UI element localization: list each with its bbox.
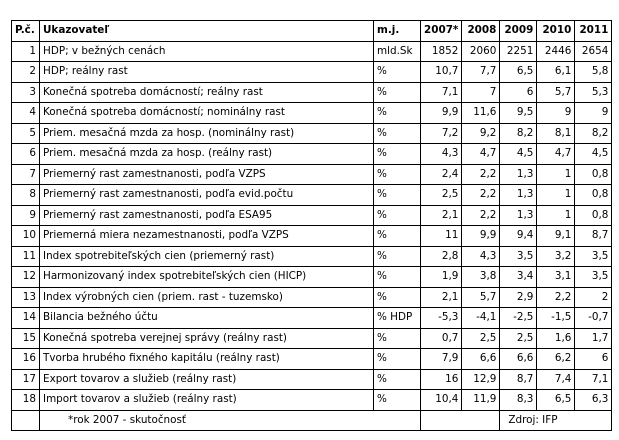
table-row bbox=[12, 369, 612, 390]
indicator-name: Priemerný rast zamestnanosti, podľa VZPS bbox=[40, 164, 374, 185]
table-row bbox=[12, 205, 612, 226]
unit-cell: % bbox=[374, 369, 421, 390]
value-cell: 9,2 bbox=[462, 123, 500, 144]
indicator-name: HDP; v bežných cenách bbox=[40, 41, 374, 62]
indicator-name: Import tovarov a služieb (reálny rast) bbox=[40, 390, 374, 411]
value-cell: 2,1 bbox=[421, 287, 462, 308]
value-cell: 9,5 bbox=[500, 103, 537, 124]
value-cell: 0,8 bbox=[575, 205, 612, 226]
table-row bbox=[12, 328, 612, 349]
table-row bbox=[12, 144, 612, 165]
value-cell: 0,7 bbox=[421, 328, 462, 349]
header-year: 2010 bbox=[537, 21, 575, 42]
value-cell: 2,1 bbox=[421, 205, 462, 226]
value-cell: 2654 bbox=[575, 41, 612, 62]
value-cell: 1 bbox=[537, 164, 575, 185]
value-cell: 6,2 bbox=[537, 349, 575, 370]
value-cell: 11,6 bbox=[462, 103, 500, 124]
value-cell: 9 bbox=[575, 103, 612, 124]
row-number: 13 bbox=[12, 287, 40, 308]
row-number: 14 bbox=[12, 308, 40, 329]
value-cell: 12,9 bbox=[462, 369, 500, 390]
value-cell: 8,3 bbox=[500, 390, 537, 411]
value-cell: 4,3 bbox=[462, 246, 500, 267]
unit-cell: mld.Sk bbox=[374, 41, 421, 62]
indicator-name: Export tovarov a služieb (reálny rast) bbox=[40, 369, 374, 390]
value-cell: 2,8 bbox=[421, 246, 462, 267]
value-cell: 2,9 bbox=[500, 287, 537, 308]
row-number: 8 bbox=[12, 185, 40, 206]
value-cell: 7,1 bbox=[421, 82, 462, 103]
value-cell: 3,8 bbox=[462, 267, 500, 288]
value-cell: 2,5 bbox=[421, 185, 462, 206]
table-row bbox=[12, 164, 612, 185]
indicator-name: Priemerná miera nezamestnanosti, podľa VZPS bbox=[40, 226, 374, 247]
value-cell: 11 bbox=[421, 226, 462, 247]
unit-cell: % bbox=[374, 267, 421, 288]
value-cell: 9,4 bbox=[500, 226, 537, 247]
value-cell: 2,2 bbox=[537, 287, 575, 308]
table-row bbox=[12, 246, 612, 267]
header-pc: P.č. bbox=[12, 21, 40, 42]
unit-cell: % bbox=[374, 144, 421, 165]
table-row bbox=[12, 185, 612, 206]
row-number: 17 bbox=[12, 369, 40, 390]
value-cell: 5,7 bbox=[537, 82, 575, 103]
value-cell: 10,4 bbox=[421, 390, 462, 411]
row-number: 18 bbox=[12, 390, 40, 411]
table-row bbox=[12, 349, 612, 370]
footer-row bbox=[12, 410, 612, 431]
value-cell: 4,5 bbox=[575, 144, 612, 165]
value-cell: 8,7 bbox=[575, 226, 612, 247]
value-cell: 6,5 bbox=[500, 62, 537, 83]
unit-cell: % bbox=[374, 82, 421, 103]
unit-cell: % bbox=[374, 390, 421, 411]
table-row bbox=[12, 123, 612, 144]
value-cell: 2,2 bbox=[462, 205, 500, 226]
row-number: 3 bbox=[12, 82, 40, 103]
value-cell: 1,3 bbox=[500, 185, 537, 206]
value-cell: 2251 bbox=[500, 41, 537, 62]
value-cell: -1,5 bbox=[537, 308, 575, 329]
value-cell: 3,5 bbox=[575, 246, 612, 267]
indicator-name: HDP; reálny rast bbox=[40, 62, 374, 83]
value-cell: 1,3 bbox=[500, 205, 537, 226]
value-cell: 8,2 bbox=[575, 123, 612, 144]
unit-cell: % bbox=[374, 185, 421, 206]
header-year: 2011 bbox=[575, 21, 612, 42]
value-cell: 2,5 bbox=[462, 328, 500, 349]
value-cell: -4,1 bbox=[462, 308, 500, 329]
row-number: 4 bbox=[12, 103, 40, 124]
table-row bbox=[12, 41, 612, 62]
value-cell: 0,8 bbox=[575, 185, 612, 206]
value-cell: 0,8 bbox=[575, 164, 612, 185]
value-cell: 3,2 bbox=[537, 246, 575, 267]
value-cell: 10,7 bbox=[421, 62, 462, 83]
indicator-name: Konečná spotreba domácností; nominálny rast bbox=[40, 103, 374, 124]
value-cell: 1,7 bbox=[575, 328, 612, 349]
value-cell: 9,9 bbox=[421, 103, 462, 124]
value-cell: -0,7 bbox=[575, 308, 612, 329]
value-cell: 7,7 bbox=[462, 62, 500, 83]
value-cell: 9,1 bbox=[537, 226, 575, 247]
indicators-table-wrapper bbox=[11, 20, 612, 431]
value-cell: 8,2 bbox=[500, 123, 537, 144]
unit-cell: % bbox=[374, 328, 421, 349]
header-year: 2008 bbox=[462, 21, 500, 42]
value-cell: 7,1 bbox=[575, 369, 612, 390]
row-number: 11 bbox=[12, 246, 40, 267]
value-cell: 2 bbox=[575, 287, 612, 308]
value-cell: 11,9 bbox=[462, 390, 500, 411]
indicator-name: Konečná spotreba domácností; reálny rast bbox=[40, 82, 374, 103]
indicator-name: Index spotrebiteľských cien (priemerný rast) bbox=[40, 246, 374, 267]
indicators-table bbox=[11, 20, 612, 431]
value-cell: 1852 bbox=[421, 41, 462, 62]
value-cell: 2,2 bbox=[462, 164, 500, 185]
table-row bbox=[12, 62, 612, 83]
value-cell: 1,6 bbox=[537, 328, 575, 349]
value-cell: 2,2 bbox=[462, 185, 500, 206]
value-cell: 1,9 bbox=[421, 267, 462, 288]
value-cell: 5,7 bbox=[462, 287, 500, 308]
value-cell: 6,5 bbox=[537, 390, 575, 411]
row-number: 9 bbox=[12, 205, 40, 226]
indicator-name: Priemerný rast zamestnanosti, podľa ESA95 bbox=[40, 205, 374, 226]
value-cell: 1 bbox=[537, 205, 575, 226]
header-row bbox=[12, 21, 612, 42]
header-year: 2009 bbox=[500, 21, 537, 42]
footer-empty bbox=[12, 410, 40, 431]
value-cell: 8,1 bbox=[537, 123, 575, 144]
indicator-name: Priem. mesačná mzda za hosp. (reálny rast) bbox=[40, 144, 374, 165]
row-number: 2 bbox=[12, 62, 40, 83]
value-cell: 3,1 bbox=[537, 267, 575, 288]
header-year: 2007* bbox=[421, 21, 462, 42]
header-unit: m.j. bbox=[374, 21, 421, 42]
table-row bbox=[12, 287, 612, 308]
footnote: *rok 2007 - skutočnosť bbox=[40, 410, 421, 431]
value-cell: 6,6 bbox=[500, 349, 537, 370]
table-row bbox=[12, 103, 612, 124]
row-number: 10 bbox=[12, 226, 40, 247]
value-cell: 9 bbox=[537, 103, 575, 124]
table-row bbox=[12, 390, 612, 411]
value-cell: -2,5 bbox=[500, 308, 537, 329]
row-number: 1 bbox=[12, 41, 40, 62]
indicator-name: Harmonizovaný index spotrebiteľských cien (HICP) bbox=[40, 267, 374, 288]
unit-cell: % bbox=[374, 226, 421, 247]
value-cell: 4,7 bbox=[537, 144, 575, 165]
row-number: 5 bbox=[12, 123, 40, 144]
unit-cell: % bbox=[374, 246, 421, 267]
indicator-name: Konečná spotreba verejnej správy (reálny rast) bbox=[40, 328, 374, 349]
value-cell: 7 bbox=[462, 82, 500, 103]
value-cell: 6,3 bbox=[575, 390, 612, 411]
footer-empty bbox=[421, 410, 500, 431]
table-row bbox=[12, 308, 612, 329]
value-cell: 2,5 bbox=[500, 328, 537, 349]
unit-cell: % bbox=[374, 349, 421, 370]
value-cell: 2060 bbox=[462, 41, 500, 62]
indicator-name: Bilancia bežného účtu bbox=[40, 308, 374, 329]
value-cell: 7,2 bbox=[421, 123, 462, 144]
value-cell: -5,3 bbox=[421, 308, 462, 329]
value-cell: 2446 bbox=[537, 41, 575, 62]
value-cell: 6 bbox=[575, 349, 612, 370]
row-number: 12 bbox=[12, 267, 40, 288]
value-cell: 6,1 bbox=[537, 62, 575, 83]
indicator-name: Index výrobných cien (priem. rast - tuzemsko) bbox=[40, 287, 374, 308]
unit-cell: % bbox=[374, 62, 421, 83]
value-cell: 16 bbox=[421, 369, 462, 390]
value-cell: 1 bbox=[537, 185, 575, 206]
value-cell: 5,8 bbox=[575, 62, 612, 83]
row-number: 15 bbox=[12, 328, 40, 349]
value-cell: 4,7 bbox=[462, 144, 500, 165]
indicator-name: Priem. mesačná mzda za hosp. (nominálny rast) bbox=[40, 123, 374, 144]
unit-cell: % bbox=[374, 287, 421, 308]
value-cell: 5,3 bbox=[575, 82, 612, 103]
indicators-table-body bbox=[12, 21, 612, 431]
value-cell: 4,3 bbox=[421, 144, 462, 165]
value-cell: 6,6 bbox=[462, 349, 500, 370]
row-number: 16 bbox=[12, 349, 40, 370]
row-number: 6 bbox=[12, 144, 40, 165]
value-cell: 2,4 bbox=[421, 164, 462, 185]
value-cell: 4,5 bbox=[500, 144, 537, 165]
value-cell: 7,4 bbox=[537, 369, 575, 390]
row-number: 7 bbox=[12, 164, 40, 185]
value-cell: 6 bbox=[500, 82, 537, 103]
value-cell: 3,5 bbox=[575, 267, 612, 288]
header-indicator: Ukazovateľ bbox=[40, 21, 374, 42]
table-row bbox=[12, 267, 612, 288]
value-cell: 3,5 bbox=[500, 246, 537, 267]
unit-cell: % bbox=[374, 164, 421, 185]
unit-cell: % bbox=[374, 103, 421, 124]
indicator-name: Priemerný rast zamestnanosti, podľa evid.počtu bbox=[40, 185, 374, 206]
source-note: Zdroj: IFP bbox=[500, 410, 612, 431]
unit-cell: % bbox=[374, 205, 421, 226]
table-row bbox=[12, 226, 612, 247]
value-cell: 1,3 bbox=[500, 164, 537, 185]
unit-cell: % HDP bbox=[374, 308, 421, 329]
unit-cell: % bbox=[374, 123, 421, 144]
value-cell: 3,4 bbox=[500, 267, 537, 288]
value-cell: 8,7 bbox=[500, 369, 537, 390]
table-row bbox=[12, 82, 612, 103]
value-cell: 9,9 bbox=[462, 226, 500, 247]
indicator-name: Tvorba hrubého fixného kapitálu (reálny rast) bbox=[40, 349, 374, 370]
value-cell: 7,9 bbox=[421, 349, 462, 370]
